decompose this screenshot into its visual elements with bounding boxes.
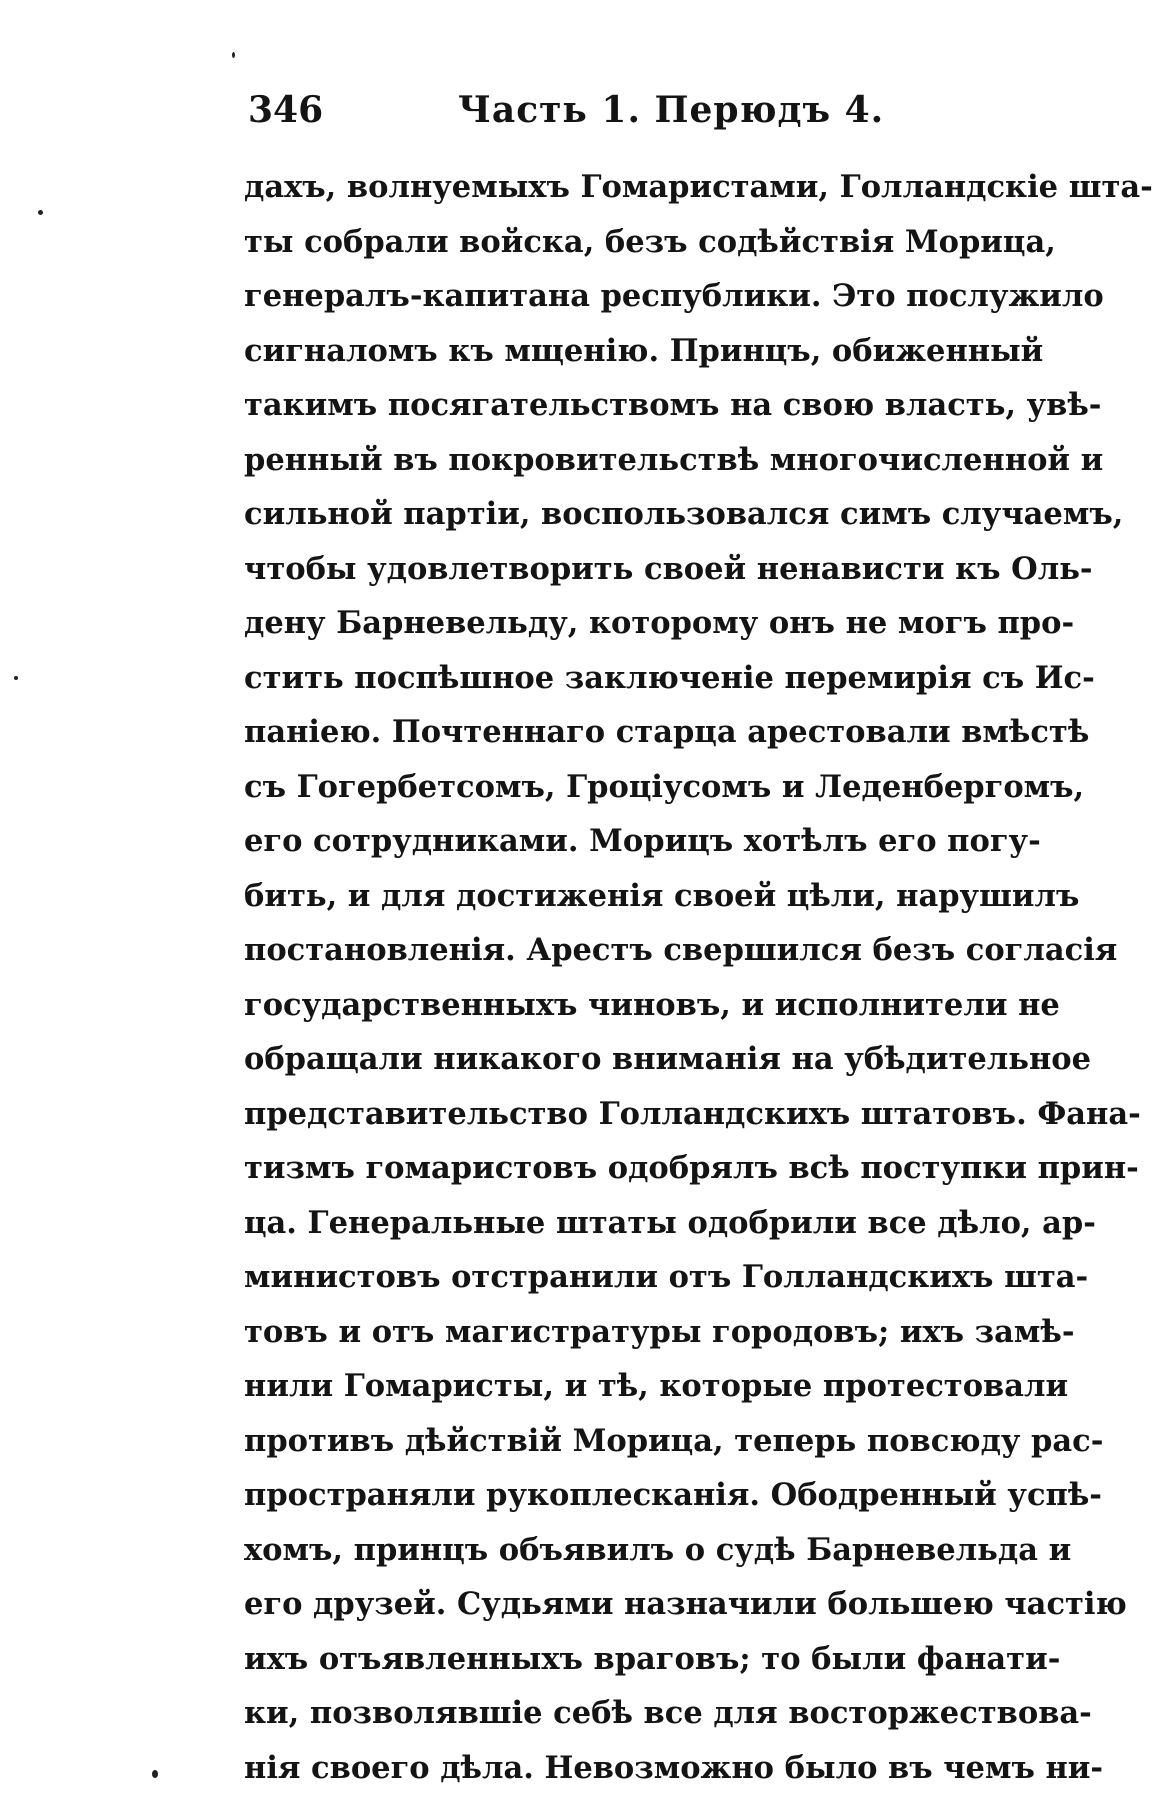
text-line: министовъ отстранили отъ Голландскихъ шта- xyxy=(244,1250,1030,1305)
text-line: постановленія. Арестъ свершился безъ согласія xyxy=(244,923,1030,978)
body-text xyxy=(244,160,1030,1795)
text-line: сильной партіи, воспользовался симъ случаемъ, xyxy=(244,487,1030,542)
text-line: съ Гогербетсомъ, Гроціусомъ и Леденбергомъ, xyxy=(244,760,1030,815)
running-head xyxy=(248,80,1028,140)
page-number: 346 xyxy=(248,80,323,140)
text-line: тизмъ гомаристовъ одобрялъ всѣ поступки прин- xyxy=(244,1141,1030,1196)
scan-speck xyxy=(152,1770,158,1778)
running-title: Часть 1. Перюдъ 4. xyxy=(458,80,884,140)
text-line: государственныхъ чиновъ, и исполнители не xyxy=(244,978,1030,1033)
text-line: такимъ посягательствомъ на свою власть, увѣ- xyxy=(244,378,1030,433)
scan-speck xyxy=(14,676,18,680)
text-line: товъ и отъ магистратуры городовъ; ихъ замѣ- xyxy=(244,1305,1030,1360)
scan-speck xyxy=(232,52,235,58)
text-line: бить, и для достиженія своей цѣли, нарушилъ xyxy=(244,869,1030,924)
text-line: ки, позволявшіе себѣ все для восторжествова- xyxy=(244,1686,1030,1741)
scan-speck xyxy=(38,210,43,215)
text-line: ца. Генеральные штаты одобрили все дѣло, ар- xyxy=(244,1196,1030,1251)
text-line: противъ дѣйствій Морица, теперь повсюду рас- xyxy=(244,1414,1030,1469)
text-line: дахъ, волнуемыхъ Гомаристами, Голландскіе шта- xyxy=(244,160,1030,215)
text-line: паніею. Почтеннаго старца арестовали вмѣстѣ xyxy=(244,705,1030,760)
text-line: ты собрали войска, безъ содѣйствія Морица, xyxy=(244,215,1030,270)
text-line: дену Барневельду, которому онъ не могъ про- xyxy=(244,596,1030,651)
text-line: обращали никакого вниманія на убѣдительное xyxy=(244,1032,1030,1087)
text-line: генералъ-капитана республики. Это послужило xyxy=(244,269,1030,324)
text-line: представительство Голландскихъ штатовъ. Фана- xyxy=(244,1087,1030,1142)
text-line: ренный въ покровительствѣ многочисленной и xyxy=(244,433,1030,488)
text-line: стить поспѣшное заключеніе перемирія съ Ис- xyxy=(244,651,1030,706)
text-line: его сотрудниками. Морицъ хотѣлъ его погу- xyxy=(244,814,1030,869)
text-line: нили Гомаристы, и тѣ, которые протестовали xyxy=(244,1359,1030,1414)
text-line: нія своего дѣла. Невозможно было въ чемъ ни- xyxy=(244,1741,1030,1795)
text-line: ихъ отъявленныхъ враговъ; то были фанати- xyxy=(244,1632,1030,1687)
text-line: его друзей. Судьями назначили большею частію xyxy=(244,1577,1030,1632)
text-line: чтобы удовлетворить своей ненависти къ Оль- xyxy=(244,542,1030,597)
text-line: сигналомъ къ мщенію. Принцъ, обиженный xyxy=(244,324,1030,379)
text-line: хомъ, принцъ объявилъ о судѣ Барневельда и xyxy=(244,1523,1030,1578)
text-line: пространяли рукоплесканія. Ободренный успѣ- xyxy=(244,1468,1030,1523)
